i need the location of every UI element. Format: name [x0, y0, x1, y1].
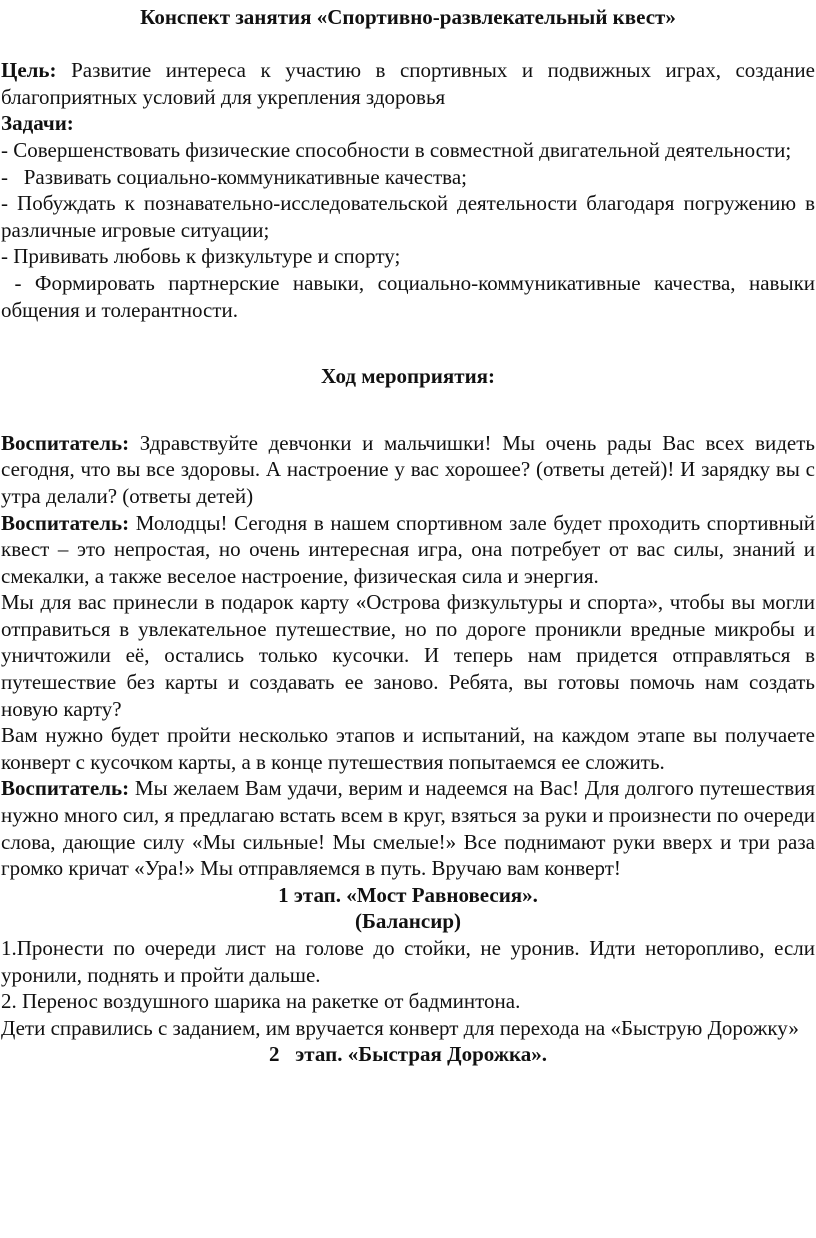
dialogue-text: Здравствуйте девчонки и мальчишки! Мы очень рады Вас всех видеть сегодня, что вы все здоровы. А настроение у вас хорошее? (ответы детей)! И зарядку вы с утра делали? (ответы детей) — [1, 430, 815, 508]
task-item: - Прививать любовь к физкультуре и спорту; — [1, 244, 401, 269]
dialogue-text: Молодцы! Сегодня в нашем спортивном зале будет проходить спортивный квест – это непростая, но очень интересная игра, она потребует от вас силы, знаний и смекалки, а также веселое настроение, физическая сила и энергия. — [1, 510, 816, 588]
body-paragraph: Вам нужно будет пройти несколько этапов и испытаний, на каждом этапе вы получаете конверт с кусочком карты, а в конце путешествия попытаемся ее сложить. — [1, 723, 815, 774]
speaker-label: Воспитатель: — [1, 776, 130, 801]
stage1-subtitle: (Балансир) — [354, 909, 462, 934]
spacer — [1, 323, 815, 363]
stage1-item: 1.Пронести по очереди лист на голове до стойки, не уронив. Идти неторопливо, если уронили, поднять и пройти дальше. — [1, 936, 815, 987]
speaker-label: Воспитатель: — [1, 430, 130, 455]
stage2-title: 2 этап. «Быстрая Дорожка». — [268, 1042, 548, 1067]
stage1-title: 1 этап. «Мост Равновесия». — [278, 882, 538, 907]
stage1-conclusion: Дети справились с заданием, им вручается конверт для перехода на «Быструю Дорожку» — [1, 1015, 799, 1040]
goal-label: Цель: — [1, 58, 57, 83]
task-item: - Формировать партнерские навыки, социально-коммуникативные качества, навыки общения и толерантности. — [1, 270, 816, 322]
dialogue-paragraph — [1, 775, 815, 881]
task-item: - Развивать социально-коммуникативные качества; — [1, 164, 467, 189]
body-paragraph: Мы для вас принесли в подарок карту «Острова физкультуры и спорта», чтобы вы могли отправиться в увлекательное путешествие, но по дороге проникли вредные микробы и уничтожили её, остались только кусочки. И теперь нам придется отправляться в путешествие без карты и создавать ее заново. Ребята, вы готовы помочь нам создать новую карту? — [1, 590, 815, 721]
document-title: Конспект занятия «Спортивно-развлекательный квест» — [140, 5, 676, 29]
spacer — [1, 31, 815, 58]
goal-paragraph — [1, 57, 815, 110]
speaker-label: Воспитатель: — [1, 510, 130, 535]
task-item: - Побуждать к познавательно-исследовательской деятельности благодаря погружению в различные игровые ситуации; — [1, 191, 815, 242]
section-heading: Ход мероприятия: — [320, 364, 496, 389]
task-item: - Совершенствовать физические способности в совместной двигательной деятельности; — [1, 137, 792, 162]
tasks-label: Задачи: — [1, 111, 74, 136]
dialogue-paragraph — [1, 430, 815, 510]
dialogue-paragraph — [1, 510, 815, 590]
stage1-item: 2. Перенос воздушного шарика на ракетке от бадминтона. — [1, 989, 521, 1014]
spacer — [1, 390, 815, 430]
dialogue-text: Мы желаем Вам удачи, верим и надеемся на Вас! Для долгого путешествия нужно много сил, я предлагаю встать всем в круг, взяться за руки и произнести по очереди слова, дающие силу «Мы сильные! Мы смелые!» Все поднимают руки вверх и три раза громко кричат «Ура!» Мы отправляемся в путь. Вручаю вам конверт! — [1, 776, 816, 881]
goal-text: Развитие интереса к участию в спортивных и подвижных играх, создание благоприятных условий для укрепления здоровья — [1, 58, 815, 109]
